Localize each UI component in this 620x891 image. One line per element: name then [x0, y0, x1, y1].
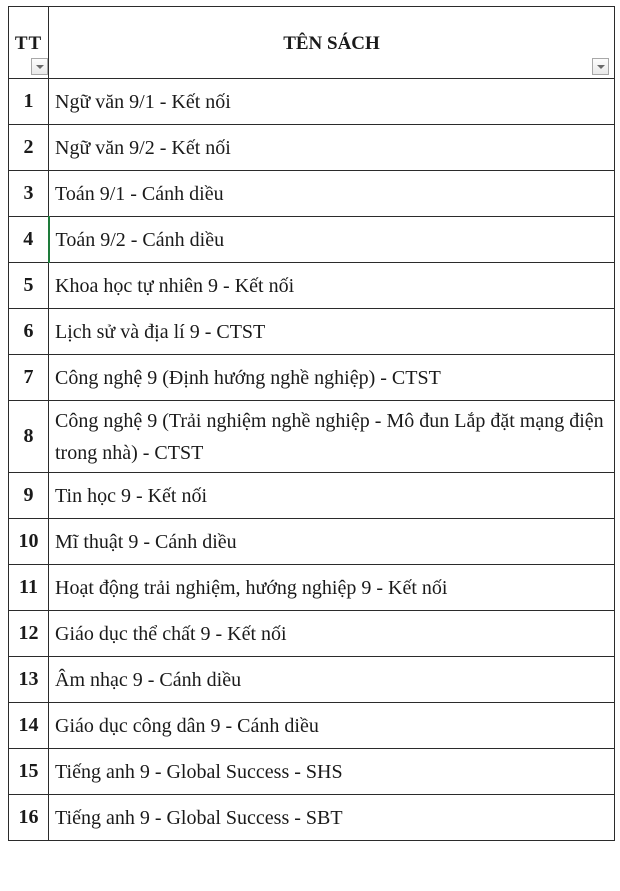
table-row — [9, 657, 615, 703]
header-name-label: TÊN SÁCH — [283, 33, 380, 54]
cell-book-name[interactable]: Mĩ thuật 9 - Cánh diều — [49, 519, 615, 565]
cell-tt[interactable]: 5 — [9, 263, 49, 309]
header-cell-tt[interactable] — [9, 7, 49, 79]
dropdown-arrow-icon — [597, 65, 605, 69]
cell-book-name[interactable]: Âm nhạc 9 - Cánh diều — [49, 657, 615, 703]
cell-book-name[interactable]: Toán 9/1 - Cánh diều — [49, 171, 615, 217]
cell-tt[interactable]: 10 — [9, 519, 49, 565]
cell-book-name[interactable]: Lịch sử và địa lí 9 - CTST — [49, 309, 615, 355]
cell-tt[interactable]: 4 — [9, 217, 49, 263]
table-row — [9, 565, 615, 611]
cell-book-name[interactable]: Tiếng anh 9 - Global Success - SHS — [49, 749, 615, 795]
cell-tt[interactable]: 8 — [9, 401, 49, 473]
header-tt-label: TT — [14, 33, 43, 54]
cell-tt[interactable]: 9 — [9, 473, 49, 519]
filter-dropdown-tt[interactable] — [31, 58, 48, 75]
table-row — [9, 263, 615, 309]
cell-tt[interactable]: 6 — [9, 309, 49, 355]
cell-tt[interactable]: 14 — [9, 703, 49, 749]
cell-book-name[interactable]: Giáo dục công dân 9 - Cánh diều — [49, 703, 615, 749]
table-row — [9, 217, 615, 263]
table-row — [9, 171, 615, 217]
cell-book-name[interactable]: Toán 9/2 - Cánh diều — [49, 217, 615, 263]
cell-tt[interactable]: 3 — [9, 171, 49, 217]
cell-tt[interactable]: 16 — [9, 795, 49, 841]
book-list-table — [8, 6, 615, 841]
cell-book-name[interactable]: Khoa học tự nhiên 9 - Kết nối — [49, 263, 615, 309]
table-row — [9, 309, 615, 355]
header-cell-name[interactable] — [49, 7, 615, 79]
table-row — [9, 703, 615, 749]
filter-dropdown-name[interactable] — [592, 58, 609, 75]
table-row — [9, 749, 615, 795]
header-row — [9, 7, 615, 79]
cell-tt[interactable]: 7 — [9, 355, 49, 401]
cell-book-name[interactable]: Ngữ văn 9/1 - Kết nối — [49, 79, 615, 125]
table-row — [9, 473, 615, 519]
cell-book-name[interactable]: Tin học 9 - Kết nối — [49, 473, 615, 519]
cell-book-name[interactable]: Công nghệ 9 (Trải nghiệm nghề nghiệp - Mô đun Lắp đặt mạng điện trong nhà) - CTST — [49, 401, 615, 473]
table-row — [9, 79, 615, 125]
cell-book-name[interactable]: Hoạt động trải nghiệm, hướng nghiệp 9 - Kết nối — [49, 565, 615, 611]
table-row — [9, 401, 615, 473]
cell-book-name[interactable]: Ngữ văn 9/2 - Kết nối — [49, 125, 615, 171]
cell-book-name[interactable]: Giáo dục thể chất 9 - Kết nối — [49, 611, 615, 657]
table-row — [9, 125, 615, 171]
table-row — [9, 355, 615, 401]
table-row — [9, 795, 615, 841]
cell-book-name[interactable]: Tiếng anh 9 - Global Success - SBT — [49, 795, 615, 841]
table-row — [9, 611, 615, 657]
cell-tt[interactable]: 13 — [9, 657, 49, 703]
cell-tt[interactable]: 1 — [9, 79, 49, 125]
cell-tt[interactable]: 15 — [9, 749, 49, 795]
cell-tt[interactable]: 2 — [9, 125, 49, 171]
cell-tt[interactable]: 11 — [9, 565, 49, 611]
dropdown-arrow-icon — [36, 65, 44, 69]
cell-book-name[interactable]: Công nghệ 9 (Định hướng nghề nghiệp) - CTST — [49, 355, 615, 401]
table-row — [9, 519, 615, 565]
cell-tt[interactable]: 12 — [9, 611, 49, 657]
